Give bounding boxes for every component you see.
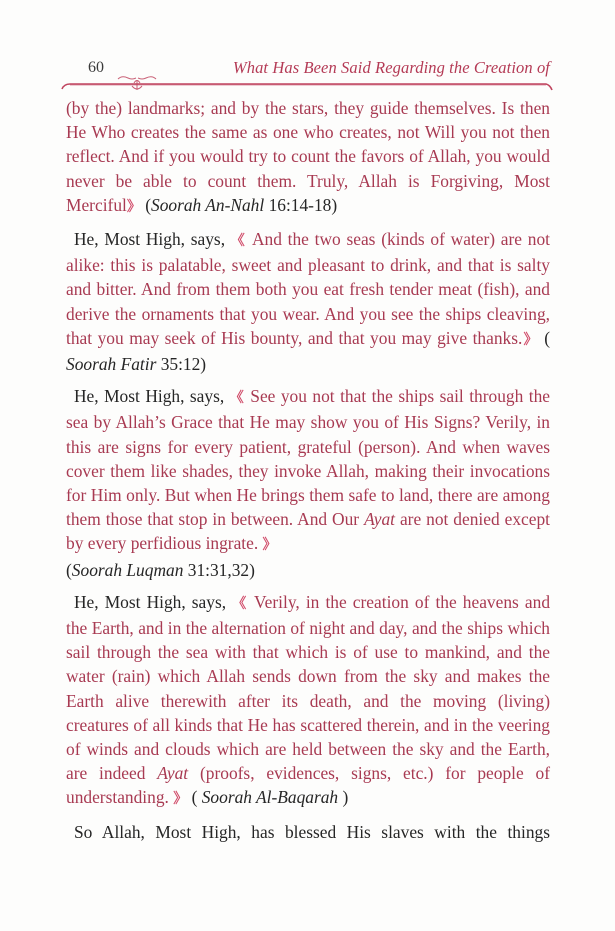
quran-text: And the two seas (kinds of water) are not alike: this is palatable, sweet and pleasant to drink, and that is salty and bitter. And from them both you eat fresh tender meat (fish), and derive the ornaments that you wear. And you see the ships cleaving, that you may seek of His bounty, and that you may give thanks.	[66, 229, 550, 348]
surah-name: Soorah An-Nahl	[151, 194, 265, 215]
surah-name: Soorah Luqman	[71, 559, 184, 580]
quran-text: Verily, in the creation of the heavens and the Earth, and in the alternation of night and day, and the ships which sail through the sea with that which is of use to mankind, and the water (rain) which Allah sends down from the sky and makes the Earth alive therewith after its death, and the moving (living) creatures of all kinds that He has scattered therein, and in the veering of winds and clouds which are held between the sky and the Earth, are indeed	[66, 591, 551, 784]
paragraph-2	[66, 227, 550, 376]
paragraph-1	[66, 96, 550, 219]
running-header	[66, 56, 550, 96]
italic-term: Ayat	[364, 509, 395, 530]
intro-text: He, Most High, says,	[74, 386, 230, 407]
verse-reference: ( Soorah Fatir 35:12)	[66, 327, 551, 375]
paragraph-5	[66, 820, 550, 844]
close-bracket-icon: 》	[522, 331, 539, 348]
intro-text: He, Most High, says,	[74, 229, 231, 250]
close-bracket-icon: 》	[173, 791, 188, 808]
quran-text-continued: are not denied except by every perfidious ingrate.	[66, 509, 550, 554]
open-bracket-icon: 《	[229, 390, 245, 407]
paragraph-4	[66, 590, 550, 812]
open-bracket-icon: 《	[232, 595, 248, 612]
running-title: What Has Been Said Regarding the Creation of	[232, 58, 550, 77]
italic-term: Ayat	[157, 763, 189, 784]
page-number: 60	[88, 59, 104, 76]
surah-name: Soorah Al-Baqarah	[201, 787, 339, 808]
quran-text-continued: (proofs, evidences, signs, etc.) for people of understanding.	[66, 763, 550, 808]
intro-text: He, Most High, says,	[74, 591, 233, 612]
close-bracket-icon: 》	[262, 537, 277, 554]
body-paragraph-text: So Allah, Most High, has blessed His slaves with the things	[74, 821, 550, 842]
verse-reference: (Soorah Luqman 31:31,32)	[66, 559, 255, 580]
open-bracket-icon: 《	[230, 233, 247, 250]
surah-name: Soorah Fatir	[66, 354, 157, 375]
paragraph-3	[66, 384, 550, 582]
verse-reference: ( Soorah Al-Baqarah )	[187, 787, 349, 808]
close-bracket-icon: 》	[126, 198, 141, 215]
verse-reference: (Soorah An-Nahl 16:14-18)	[145, 194, 338, 215]
quran-text: See you not that the ships sail through the sea by Allah’s Grace that He may show you of His Signs? Verily, in this are signs for every patient, grateful (person). And when waves cover them like shades, they invoke Allah, making their invocations for Him only. But when He brings them safe to land, there are among them those that stop in between. And Our	[66, 386, 551, 530]
ornamental-header-rule	[60, 74, 554, 94]
body-text	[66, 96, 550, 852]
quran-text: (by the) landmarks; and by the stars, they guide themselves. Is then He Who creates the same as one who creates, not Will you not then reflect. And if you would try to count the favors of Allah, you would never be able to count them. Truly, Allah is Forgiving, Most Merciful	[66, 98, 550, 215]
